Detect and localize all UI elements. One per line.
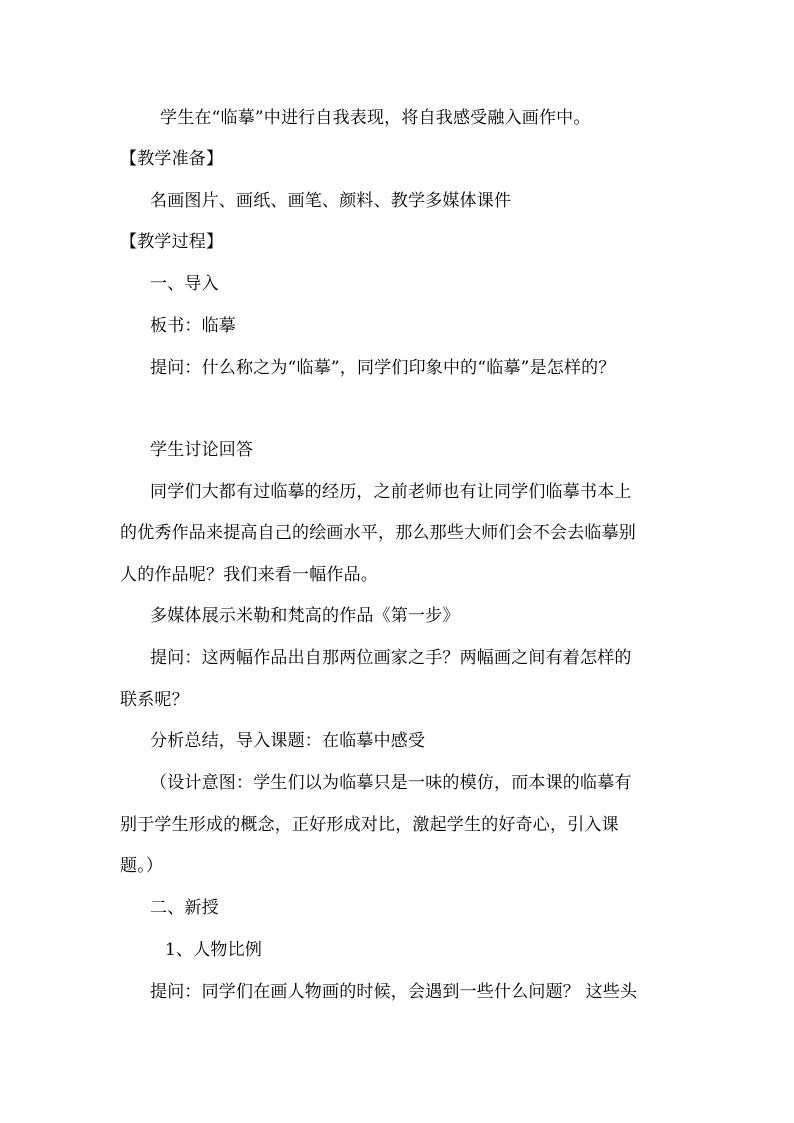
paragraph-line: 提问：同学们在画人物画的时候，会遇到一些什么问题？ 这些头 (150, 982, 638, 1002)
paragraph-line: 学生在“临摹”中进行自我表现，将自我感受融入画作中。 (160, 108, 591, 128)
subsection-heading: 二、新授 (150, 898, 219, 918)
paragraph-line: 联系呢？ (120, 690, 189, 710)
paragraph-line: 人的作品呢？我们来看一幅作品。 (120, 565, 378, 585)
paragraph-line: 的优秀作品来提高自己的绘画水平，那么那些大师们会不会去临摹别 (120, 523, 636, 543)
paragraph-line: 多媒体展示米勒和梵高的作品《第一步》 (150, 606, 460, 626)
subsection-heading: 1、人物比例 (165, 940, 263, 960)
section-heading: 【教学准备】 (120, 149, 224, 169)
paragraph-line: 提问：什么称之为“临摹”，同学们印象中的“临摹”是怎样的？ (150, 358, 616, 378)
subsection-heading: 一、导入 (150, 274, 219, 294)
paragraph-line: （设计意图：学生们以为临摹只是一味的模仿，而本课的临摹有 (150, 773, 632, 793)
paragraph-line: 名画图片、画纸、画笔、颜料、教学多媒体课件 (150, 191, 512, 211)
paragraph-line: 板书：临摹 (150, 316, 236, 336)
paragraph-line: 学生讨论回答 (150, 440, 254, 460)
paragraph-line: 分析总结，导入课题：在临摹中感受 (150, 731, 426, 751)
paragraph-line: 题。） (120, 856, 164, 876)
section-heading: 【教学过程】 (120, 232, 224, 252)
paragraph-line: 别于学生形成的概念，正好形成对比，激起学生的好奇心，引入课 (120, 815, 619, 835)
paragraph-line: 提问：这两幅作品出自那两位画家之手？两幅画之间有着怎样的 (150, 648, 632, 668)
paragraph-line: 同学们大都有过临摹的经历，之前老师也有让同学们临摹书本上 (150, 482, 632, 502)
